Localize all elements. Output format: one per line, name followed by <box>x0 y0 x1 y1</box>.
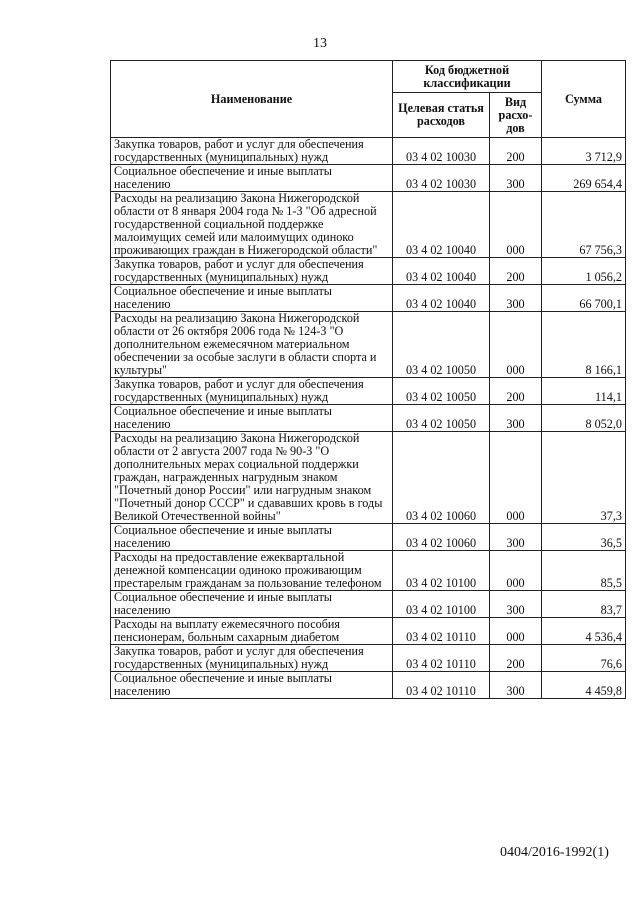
cell-sum: 4 459,8 <box>542 672 626 699</box>
cell-sum: 114,1 <box>542 378 626 405</box>
cell-sum: 67 756,3 <box>542 192 626 258</box>
header-expense-type: Вид расхо-дов <box>490 93 542 138</box>
header-name: Наименование <box>111 61 393 138</box>
header-target-article: Целевая статья расходов <box>393 93 490 138</box>
cell-target-article: 03 4 02 10060 <box>393 432 490 524</box>
cell-sum: 37,3 <box>542 432 626 524</box>
cell-expense-type: 200 <box>490 138 542 165</box>
cell-expense-type: 000 <box>490 312 542 378</box>
table-row <box>111 432 626 524</box>
cell-target-article: 03 4 02 10110 <box>393 645 490 672</box>
header-budget-code: Код бюджетной классификации <box>393 61 542 93</box>
budget-table <box>110 60 626 699</box>
cell-name: Закупка товаров, работ и услуг для обеспечения государственных (муниципальных) нужд <box>111 258 393 285</box>
cell-sum: 4 536,4 <box>542 618 626 645</box>
cell-name: Закупка товаров, работ и услуг для обеспечения государственных (муниципальных) нужд <box>111 645 393 672</box>
cell-name: Социальное обеспечение и иные выплаты населению <box>111 405 393 432</box>
cell-name: Социальное обеспечение и иные выплаты населению <box>111 524 393 551</box>
document-number: 0404/2016-1992(1) <box>500 845 609 860</box>
cell-name: Расходы на выплату ежемесячного пособия пенсионерам, больным сахарным диабетом <box>111 618 393 645</box>
cell-name: Расходы на реализацию Закона Нижегородской области от 26 октября 2006 года № 124-З "О дополнительном ежемесячном материальном обеспечении за особые заслуги в области спорта и культуры" <box>111 312 393 378</box>
page-number: 13 <box>313 36 327 51</box>
cell-expense-type: 000 <box>490 551 542 591</box>
table-row <box>111 312 626 378</box>
cell-expense-type: 300 <box>490 672 542 699</box>
cell-sum: 3 712,9 <box>542 138 626 165</box>
cell-expense-type: 300 <box>490 285 542 312</box>
cell-name: Закупка товаров, работ и услуг для обеспечения государственных (муниципальных) нужд <box>111 378 393 405</box>
cell-name: Социальное обеспечение и иные выплаты населению <box>111 165 393 192</box>
cell-target-article: 03 4 02 10110 <box>393 672 490 699</box>
table-row <box>111 258 626 285</box>
cell-name: Социальное обеспечение и иные выплаты населению <box>111 285 393 312</box>
table-row <box>111 138 626 165</box>
cell-name: Социальное обеспечение и иные выплаты населению <box>111 591 393 618</box>
cell-target-article: 03 4 02 10050 <box>393 312 490 378</box>
cell-sum: 1 056,2 <box>542 258 626 285</box>
table-row <box>111 645 626 672</box>
table-row <box>111 618 626 645</box>
cell-target-article: 03 4 02 10100 <box>393 551 490 591</box>
cell-sum: 76,6 <box>542 645 626 672</box>
cell-expense-type: 000 <box>490 618 542 645</box>
cell-target-article: 03 4 02 10040 <box>393 285 490 312</box>
cell-expense-type: 200 <box>490 258 542 285</box>
table-row <box>111 192 626 258</box>
cell-name: Расходы на реализацию Закона Нижегородской области от 8 января 2004 года № 1-З "Об адресной государственной социальной поддержке малоимущих семей или малоимущих одиноко проживающих граждан в Нижегородской области" <box>111 192 393 258</box>
table-row <box>111 378 626 405</box>
cell-sum: 8 052,0 <box>542 405 626 432</box>
cell-name: Расходы на реализацию Закона Нижегородской области от 2 августа 2007 года № 90-З "О дополнительных мерах социальной поддержки граждан, награжденных нагрудным знаком "Почетный донор России" или нагрудным знаком "Почетный донор СССР" и сдававших кровь в годы Великой Отечественной войны" <box>111 432 393 524</box>
cell-sum: 85,5 <box>542 551 626 591</box>
cell-expense-type: 000 <box>490 432 542 524</box>
cell-expense-type: 200 <box>490 378 542 405</box>
table-header <box>111 61 626 138</box>
cell-sum: 36,5 <box>542 524 626 551</box>
cell-expense-type: 300 <box>490 524 542 551</box>
cell-target-article: 03 4 02 10100 <box>393 591 490 618</box>
cell-target-article: 03 4 02 10030 <box>393 138 490 165</box>
table-row <box>111 405 626 432</box>
cell-target-article: 03 4 02 10050 <box>393 405 490 432</box>
cell-target-article: 03 4 02 10060 <box>393 524 490 551</box>
cell-target-article: 03 4 02 10050 <box>393 378 490 405</box>
cell-expense-type: 000 <box>490 192 542 258</box>
table-row <box>111 591 626 618</box>
cell-expense-type: 300 <box>490 405 542 432</box>
header-sum: Сумма <box>542 61 626 138</box>
cell-sum: 66 700,1 <box>542 285 626 312</box>
cell-target-article: 03 4 02 10040 <box>393 258 490 285</box>
cell-target-article: 03 4 02 10040 <box>393 192 490 258</box>
table-row <box>111 551 626 591</box>
table-row <box>111 672 626 699</box>
cell-target-article: 03 4 02 10110 <box>393 618 490 645</box>
cell-name: Закупка товаров, работ и услуг для обеспечения государственных (муниципальных) нужд <box>111 138 393 165</box>
cell-sum: 269 654,4 <box>542 165 626 192</box>
cell-expense-type: 300 <box>490 591 542 618</box>
table-row <box>111 524 626 551</box>
cell-name: Социальное обеспечение и иные выплаты населению <box>111 672 393 699</box>
cell-expense-type: 200 <box>490 645 542 672</box>
cell-sum: 83,7 <box>542 591 626 618</box>
cell-name: Расходы на предоставление ежеквартальной денежной компенсации одиноко проживающим престарелым гражданам за пользование телефоном <box>111 551 393 591</box>
table-body <box>111 138 626 699</box>
cell-target-article: 03 4 02 10030 <box>393 165 490 192</box>
cell-sum: 8 166,1 <box>542 312 626 378</box>
table-row <box>111 165 626 192</box>
table-row <box>111 285 626 312</box>
cell-expense-type: 300 <box>490 165 542 192</box>
